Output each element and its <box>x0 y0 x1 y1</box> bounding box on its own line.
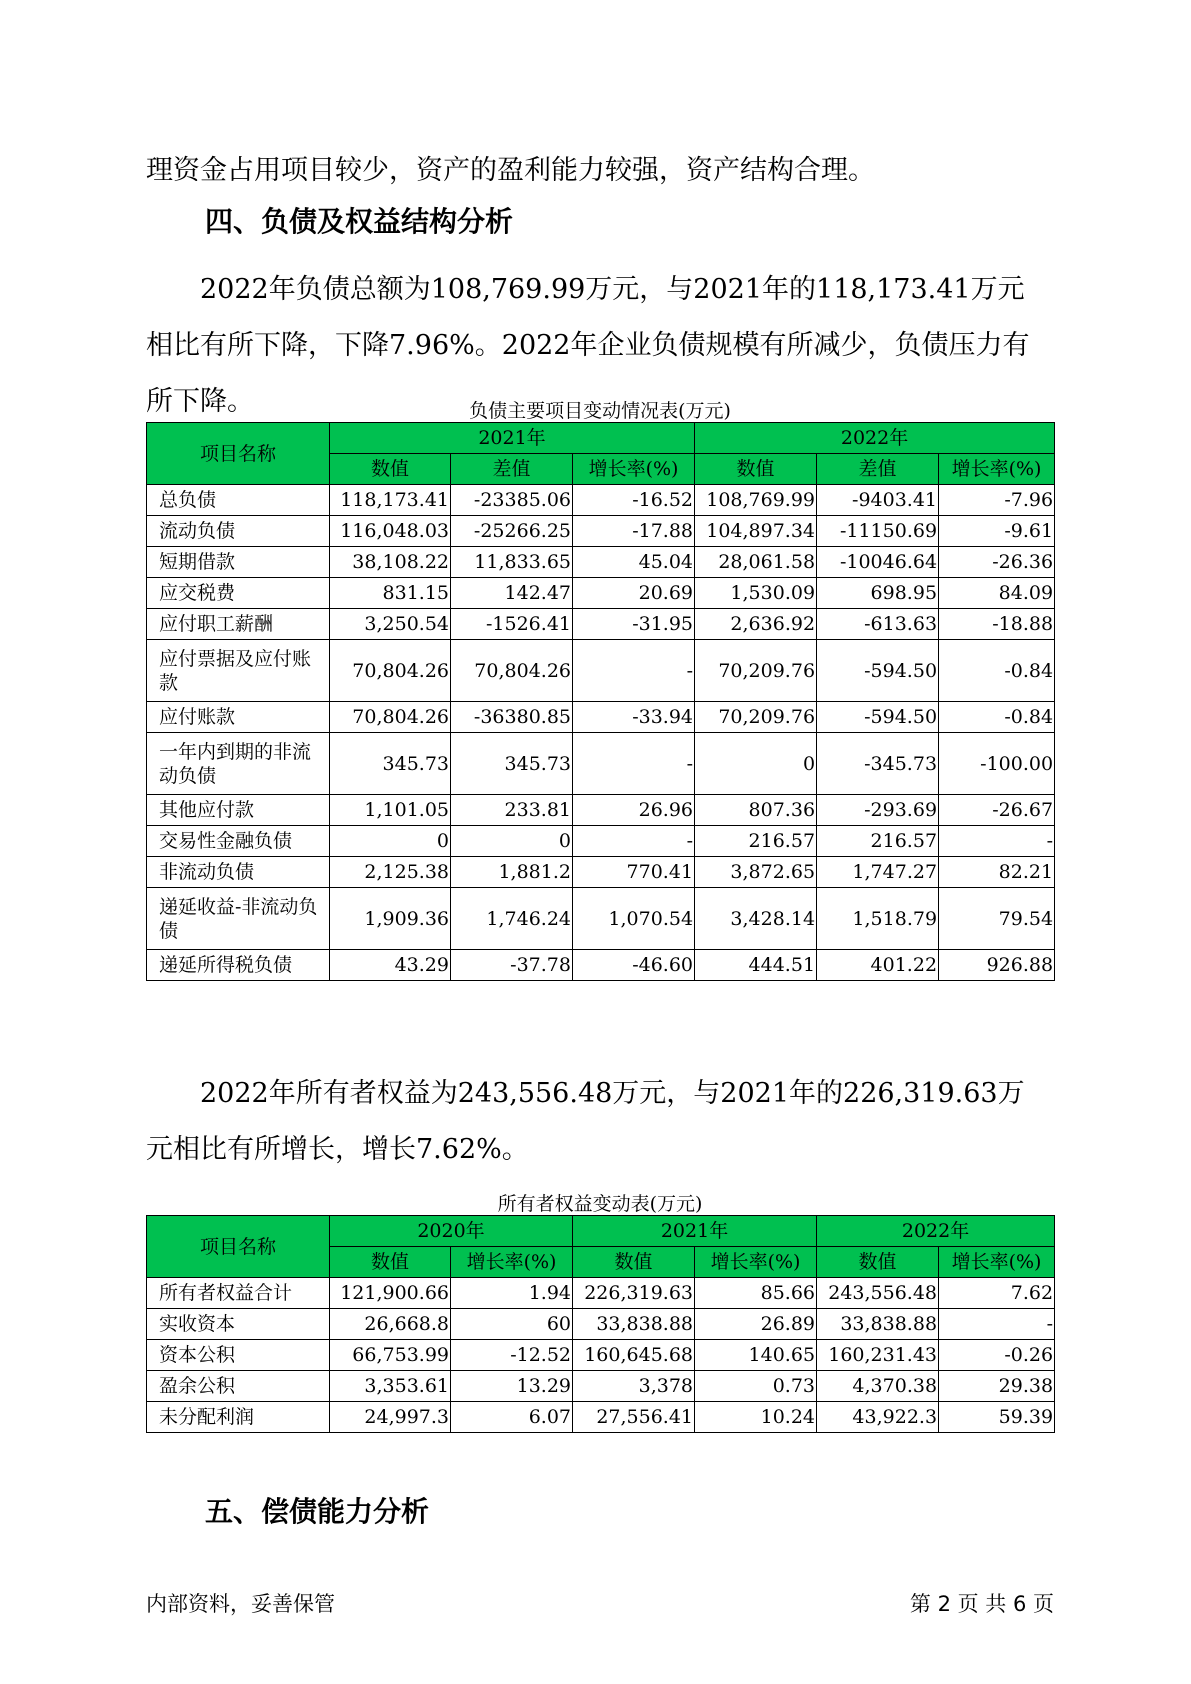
subheader-value: 数值 <box>573 1247 695 1278</box>
subheader-growth-rate: 增长率(%) <box>695 1247 817 1278</box>
table-cell: 345.73 <box>330 733 451 795</box>
row-label: 资本公积 <box>147 1340 330 1371</box>
table-cell: 216.57 <box>817 826 939 857</box>
table-cell: 3,378 <box>573 1371 695 1402</box>
table-cell: 70,804.26 <box>330 702 451 733</box>
table-cell: - <box>573 733 695 795</box>
table-cell: 85.66 <box>695 1278 817 1309</box>
table-cell: 45.04 <box>573 547 695 578</box>
table-cell: 0 <box>695 733 817 795</box>
header-year-2020: 2020年 <box>330 1216 573 1247</box>
subheader-growth-rate: 增长率(%) <box>451 1247 573 1278</box>
table-cell: 59.39 <box>939 1402 1055 1433</box>
table-cell: 233.81 <box>451 795 573 826</box>
table-cell: 1,746.24 <box>451 888 573 950</box>
table-cell: 140.65 <box>695 1340 817 1371</box>
table-row <box>147 826 1055 857</box>
table-cell: 1,070.54 <box>573 888 695 950</box>
table-cell: 27,556.41 <box>573 1402 695 1433</box>
header-year-2021: 2021年 <box>573 1216 817 1247</box>
table-cell: -17.88 <box>573 516 695 547</box>
table-row <box>147 888 1055 950</box>
table-cell: - <box>573 640 695 702</box>
table-row <box>147 578 1055 609</box>
table-cell: 66,753.99 <box>330 1340 451 1371</box>
table-cell: 3,353.61 <box>330 1371 451 1402</box>
table-cell: 84.09 <box>939 578 1055 609</box>
table-cell: 60 <box>451 1309 573 1340</box>
table-cell: 118,173.41 <box>330 485 451 516</box>
table-cell: -16.52 <box>573 485 695 516</box>
table-cell: -9403.41 <box>817 485 939 516</box>
row-label: 实收资本 <box>147 1309 330 1340</box>
table-cell: 831.15 <box>330 578 451 609</box>
table-cell: 1,881.2 <box>451 857 573 888</box>
table-cell: -25266.25 <box>451 516 573 547</box>
table-row <box>147 1309 1055 1340</box>
table-row <box>147 609 1055 640</box>
table-cell: -10046.64 <box>817 547 939 578</box>
table-cell: - <box>939 1309 1055 1340</box>
table-cell: -613.63 <box>817 609 939 640</box>
row-label: 交易性金融负债 <box>147 826 330 857</box>
subheader-difference: 差值 <box>817 454 939 485</box>
header-year-2022: 2022年 <box>695 423 1055 454</box>
table-cell: 142.47 <box>451 578 573 609</box>
row-label: 所有者权益合计 <box>147 1278 330 1309</box>
table-row <box>147 485 1055 516</box>
table-cell: 1,747.27 <box>817 857 939 888</box>
table-cell: -23385.06 <box>451 485 573 516</box>
table-cell: 7.62 <box>939 1278 1055 1309</box>
row-label: 一年内到期的非流动负债 <box>147 733 330 795</box>
table-cell: 1,530.09 <box>695 578 817 609</box>
footer-confidential-note: 内部资料，妥善保管 <box>146 1592 335 1616</box>
table-row <box>147 702 1055 733</box>
row-label: 应付账款 <box>147 702 330 733</box>
header-item-name: 项目名称 <box>147 1216 330 1278</box>
table-cell: 0 <box>451 826 573 857</box>
table-cell: 770.41 <box>573 857 695 888</box>
table-cell: 243,556.48 <box>817 1278 939 1309</box>
table-cell: 226,319.63 <box>573 1278 695 1309</box>
table-cell: 2,636.92 <box>695 609 817 640</box>
table-cell: -9.61 <box>939 516 1055 547</box>
table-cell: -345.73 <box>817 733 939 795</box>
row-label: 盈余公积 <box>147 1371 330 1402</box>
table-cell: -36380.85 <box>451 702 573 733</box>
table-cell: -100.00 <box>939 733 1055 795</box>
table-row <box>147 857 1055 888</box>
row-label: 其他应付款 <box>147 795 330 826</box>
table-cell: 698.95 <box>817 578 939 609</box>
table-cell: 444.51 <box>695 950 817 981</box>
table-cell: - <box>939 826 1055 857</box>
table-cell: -7.96 <box>939 485 1055 516</box>
table-cell: 807.36 <box>695 795 817 826</box>
table-row <box>147 795 1055 826</box>
subheader-difference: 差值 <box>451 454 573 485</box>
table-cell: -46.60 <box>573 950 695 981</box>
table-row <box>147 640 1055 702</box>
equity-table-caption: 所有者权益变动表(万元) <box>497 1193 703 1215</box>
table-cell: 6.07 <box>451 1402 573 1433</box>
table-cell: 70,209.76 <box>695 702 817 733</box>
table-row <box>147 547 1055 578</box>
table-cell: 104,897.34 <box>695 516 817 547</box>
table-row <box>147 1402 1055 1433</box>
table-cell: 24,997.3 <box>330 1402 451 1433</box>
table-cell: 926.88 <box>939 950 1055 981</box>
table-cell: 38,108.22 <box>330 547 451 578</box>
header-year-2022: 2022年 <box>817 1216 1055 1247</box>
table-cell: 0.73 <box>695 1371 817 1402</box>
table-cell: 345.73 <box>451 733 573 795</box>
table-cell: 216.57 <box>695 826 817 857</box>
row-label: 未分配利润 <box>147 1402 330 1433</box>
equity-table <box>146 1215 1055 1433</box>
row-label: 应交税费 <box>147 578 330 609</box>
table-cell: 29.38 <box>939 1371 1055 1402</box>
row-label: 非流动负债 <box>147 857 330 888</box>
table-cell: 10.24 <box>695 1402 817 1433</box>
table-cell: 1,909.36 <box>330 888 451 950</box>
table-cell: -37.78 <box>451 950 573 981</box>
table-cell: 79.54 <box>939 888 1055 950</box>
subheader-value: 数值 <box>330 1247 451 1278</box>
table-cell: -12.52 <box>451 1340 573 1371</box>
table-cell: 13.29 <box>451 1371 573 1402</box>
subheader-value: 数值 <box>330 454 451 485</box>
table-cell: 1,518.79 <box>817 888 939 950</box>
table-cell: 26.89 <box>695 1309 817 1340</box>
equity-summary-paragraph: 2022年所有者权益为243,556.48万元，与2021年的226,319.63万元相比有所增长，增长7.62%。 <box>146 1078 1025 1165</box>
table-row <box>147 950 1055 981</box>
table-cell: -594.50 <box>817 640 939 702</box>
subheader-value: 数值 <box>695 454 817 485</box>
table-cell: - <box>573 826 695 857</box>
row-label: 短期借款 <box>147 547 330 578</box>
header-year-2021: 2021年 <box>330 423 695 454</box>
table-row <box>147 1278 1055 1309</box>
table-cell: 82.21 <box>939 857 1055 888</box>
table-cell: 33,838.88 <box>817 1309 939 1340</box>
table-cell: -0.84 <box>939 702 1055 733</box>
table-cell: 70,804.26 <box>451 640 573 702</box>
table-cell: 11,833.65 <box>451 547 573 578</box>
table-cell: -26.67 <box>939 795 1055 826</box>
table-cell: 0 <box>330 826 451 857</box>
subheader-growth-rate: 增长率(%) <box>573 454 695 485</box>
table-cell: 70,209.76 <box>695 640 817 702</box>
table-cell: -31.95 <box>573 609 695 640</box>
table-cell: -33.94 <box>573 702 695 733</box>
section-5-heading: 五、偿债能力分析 <box>205 1495 430 1528</box>
section-4-heading: 四、负债及权益结构分析 <box>205 205 514 238</box>
table-cell: -0.26 <box>939 1340 1055 1371</box>
table-cell: 121,900.66 <box>330 1278 451 1309</box>
liabilities-table <box>146 422 1055 981</box>
row-label: 总负债 <box>147 485 330 516</box>
table-cell: -0.84 <box>939 640 1055 702</box>
table-cell: -1526.41 <box>451 609 573 640</box>
liabilities-summary-paragraph: 2022年负债总额为108,769.99万元，与2021年的118,173.41万元相比有所下降，下降7.96%。2022年企业负债规模有所减少，负债压力有所下降。 <box>146 274 1030 417</box>
table-row <box>147 1340 1055 1371</box>
table-cell: 70,804.26 <box>330 640 451 702</box>
table-cell: 33,838.88 <box>573 1309 695 1340</box>
row-label: 递延收益-非流动负债 <box>147 888 330 950</box>
table-row <box>147 1371 1055 1402</box>
table-cell: 20.69 <box>573 578 695 609</box>
table-cell: 3,428.14 <box>695 888 817 950</box>
table-cell: 3,872.65 <box>695 857 817 888</box>
table-cell: 1.94 <box>451 1278 573 1309</box>
subheader-growth-rate: 增长率(%) <box>939 454 1055 485</box>
table-cell: -26.36 <box>939 547 1055 578</box>
liabilities-table-caption: 负债主要项目变动情况表(万元) <box>469 400 731 422</box>
table-cell: 2,125.38 <box>330 857 451 888</box>
table-cell: -11150.69 <box>817 516 939 547</box>
row-label: 应付职工薪酬 <box>147 609 330 640</box>
table-cell: 116,048.03 <box>330 516 451 547</box>
header-item-name: 项目名称 <box>147 423 330 485</box>
table-cell: 160,231.43 <box>817 1340 939 1371</box>
subheader-growth-rate: 增长率(%) <box>939 1247 1055 1278</box>
table-cell: 43,922.3 <box>817 1402 939 1433</box>
table-cell: -594.50 <box>817 702 939 733</box>
table-cell: 160,645.68 <box>573 1340 695 1371</box>
table-cell: -18.88 <box>939 609 1055 640</box>
footer-page-number: 第 2 页 共 6 页 <box>909 1592 1054 1616</box>
table-cell: 108,769.99 <box>695 485 817 516</box>
table-cell: 3,250.54 <box>330 609 451 640</box>
row-label: 递延所得税负债 <box>147 950 330 981</box>
row-label: 应付票据及应付账款 <box>147 640 330 702</box>
table-cell: 401.22 <box>817 950 939 981</box>
table-cell: 4,370.38 <box>817 1371 939 1402</box>
table-cell: 43.29 <box>330 950 451 981</box>
table-cell: 26,668.8 <box>330 1309 451 1340</box>
table-cell: 28,061.58 <box>695 547 817 578</box>
table-cell: 1,101.05 <box>330 795 451 826</box>
table-cell: 26.96 <box>573 795 695 826</box>
row-label: 流动负债 <box>147 516 330 547</box>
intro-paragraph-tail: 理资金占用项目较少，资产的盈利能力较强，资产结构合理。 <box>146 155 875 186</box>
table-row <box>147 516 1055 547</box>
subheader-value: 数值 <box>817 1247 939 1278</box>
table-row <box>147 733 1055 795</box>
table-cell: -293.69 <box>817 795 939 826</box>
